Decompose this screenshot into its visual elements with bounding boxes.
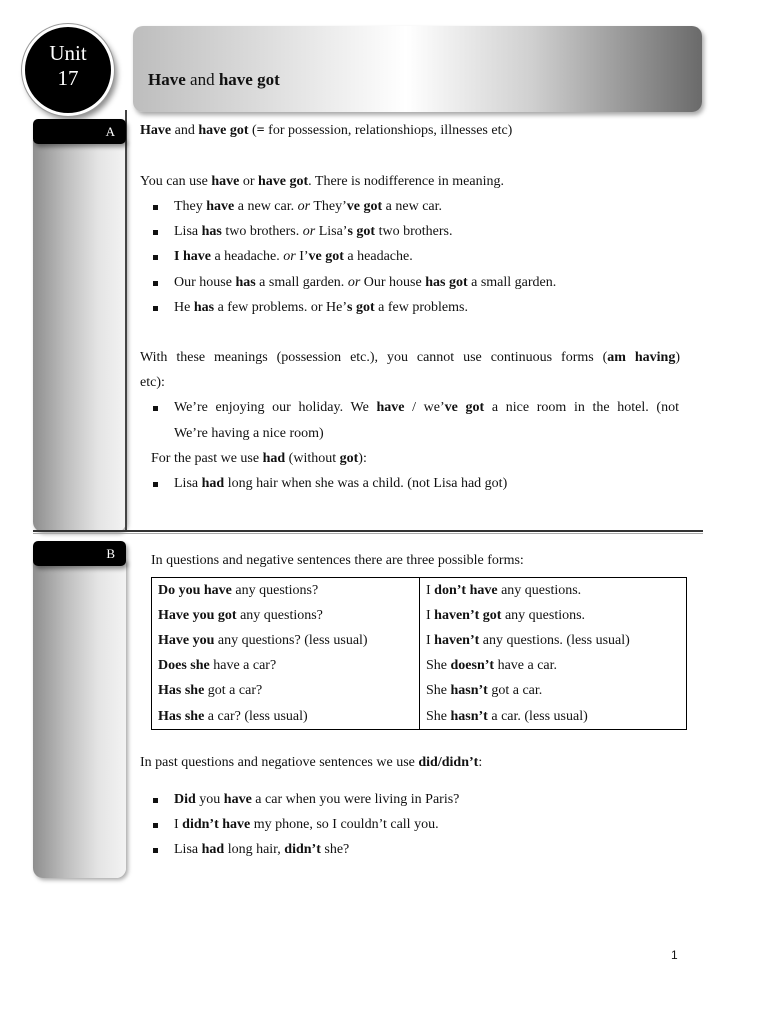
table-row — [152, 628, 687, 653]
section-b-sidebar — [33, 560, 126, 878]
table-cell: Has she a car? (less usual) — [152, 704, 420, 730]
section-b-label: B — [33, 541, 126, 566]
unit-number: 17 — [57, 66, 79, 90]
table-cell: I don’t have any questions. — [426, 582, 582, 598]
table-row — [152, 679, 687, 704]
unit-badge — [22, 24, 114, 116]
section-b-intro: In questions and negative sentences there are three possible forms: — [151, 553, 524, 568]
page-title: Have and have got — [148, 70, 280, 89]
table-cell: I haven’t got any questions. — [426, 607, 586, 623]
unit-word: Unit — [49, 41, 87, 65]
table-row — [152, 578, 687, 604]
list-item-cont: We’re having a nice room) — [174, 426, 324, 441]
table-cell: She hasn’t a car. (less usual) — [426, 708, 588, 724]
list-item: Our house has a small garden. or Our house has got a small garden. — [174, 275, 557, 290]
sidebar-edge-line — [125, 110, 127, 532]
list-item: Did you have a car when you were living in Paris? — [174, 792, 460, 807]
section-a-label: A — [33, 119, 126, 144]
table-row — [152, 603, 687, 628]
table-cell: Have you any questions? (less usual) — [152, 628, 420, 653]
table-cell: Have you got any questions? — [152, 603, 420, 628]
page-number: 1 — [671, 948, 678, 962]
table-cell: Do you have any questions? — [152, 578, 420, 604]
table-row — [152, 654, 687, 679]
forms-table — [151, 577, 687, 730]
table-cell: I haven’t any questions. (less usual) — [426, 632, 630, 648]
section-a-heading: Have and have got (= for possession, relationshiops, illnesses etc) — [140, 123, 513, 138]
title-banner — [133, 26, 702, 112]
list-item: Lisa has two brothers. or Lisa’s got two brothers. — [174, 224, 453, 239]
list-item: They have a new car. or They’ve got a new car. — [174, 199, 443, 214]
past-questions-intro: In past questions and negatiove sentences we use did/didn’t: — [140, 755, 483, 770]
table-cell: She doesn’t have a car. — [426, 658, 558, 674]
past-note: For the past we use had (without got): — [151, 451, 367, 466]
section-divider — [33, 530, 703, 532]
list-item: I have a headache. or I’ve got a headache. — [174, 249, 413, 264]
list-item: Lisa had long hair when she was a child. (not Lisa had got) — [174, 476, 508, 491]
section-divider-shadow — [33, 533, 703, 534]
table-row — [152, 704, 687, 730]
continuous-note-cont: etc): — [140, 375, 165, 390]
table-cell: Does she have a car? — [152, 654, 420, 679]
section-a-intro: You can use have or have got. There is nodifference in meaning. — [140, 174, 504, 189]
list-item: He has a few problems. or He’s got a few problems. — [174, 300, 468, 315]
list-item: I didn’t have my phone, so I couldn’t call you. — [174, 817, 439, 832]
section-a-sidebar — [33, 140, 126, 532]
list-item: Lisa had long hair, didn’t she? — [174, 842, 350, 857]
table-cell: Has she got a car? — [152, 679, 420, 704]
table-cell: She hasn’t got a car. — [426, 683, 543, 699]
list-item: We’re enjoying our holiday. We have / we’ve got a nice room in the hotel. (not — [174, 400, 679, 415]
continuous-note: With these meanings (possession etc.), you cannot use continuous forms (am having) — [140, 350, 681, 365]
